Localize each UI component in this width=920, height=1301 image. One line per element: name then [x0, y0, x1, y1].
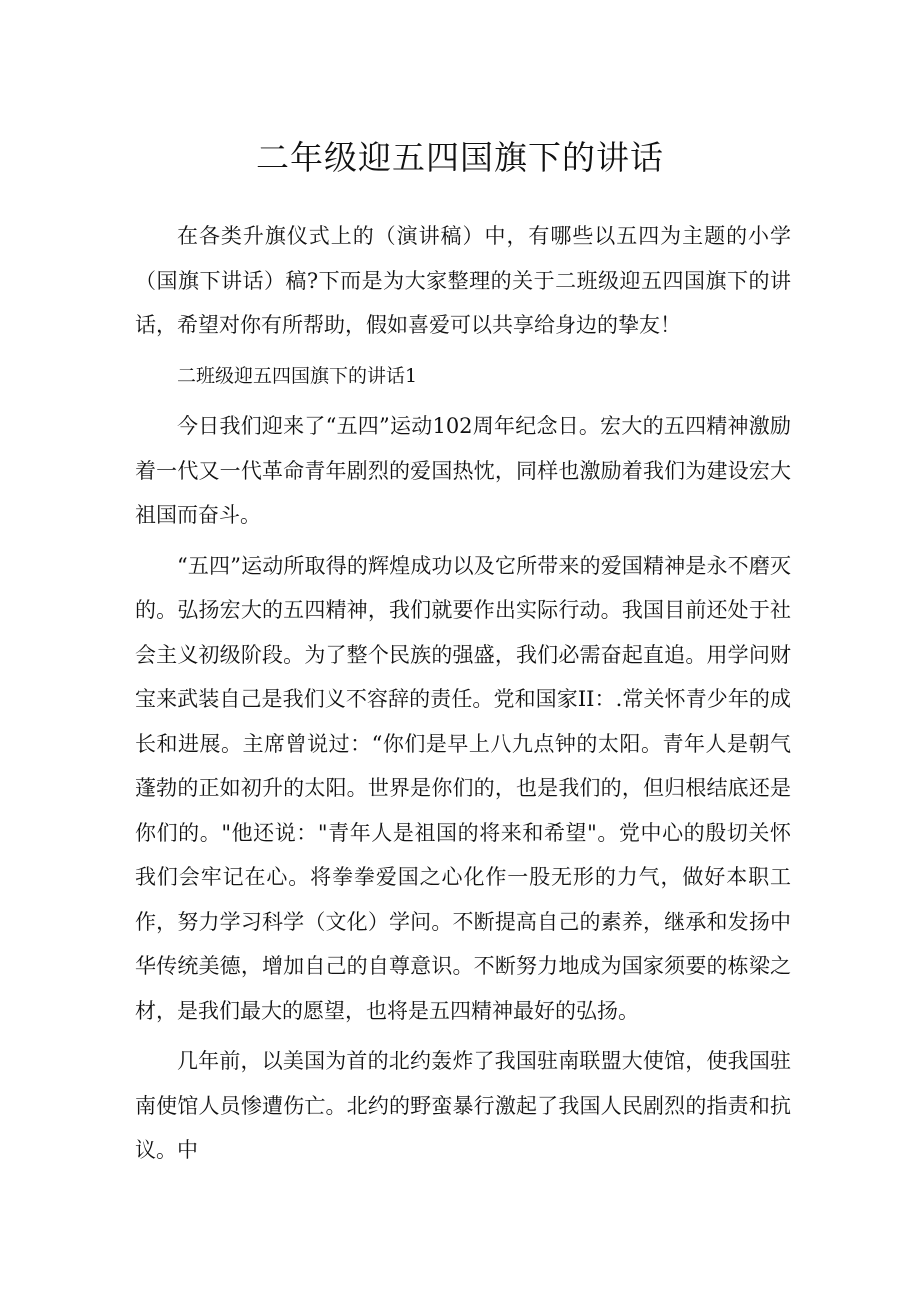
body-paragraph: 几年前，以美国为首的北约轰炸了我国驻南联盟大使馆，使我国驻南使馆人员惨遭伤亡。北约的野蛮暴行激起了我国人民剧烈的指责和抗议。中 [135, 1049, 791, 1162]
document-body [135, 214, 791, 1173]
body-paragraph: 今日我们迎来了“五四”运动102周年纪念日。宏大的五四精神激励着一代又一代革命青年剧烈的爱国热忱，同样也激励着我们为建设宏大祖国而奋斗。 [135, 414, 791, 527]
document-title: 二年级迎五四国旗下的讲话 [256, 138, 664, 177]
body-paragraph: “五四”运动所取得的辉煌成功以及它所带来的爱国精神是永不磨灭的。弘扬宏大的五四精神，我们就要作出实际行动。我国目前还处于社会主义初级阶段。为了整个民族的强盛，我们必需奋起直追。用学问财宝来武装自己是我们义不容辞的责任。党和国家II：.常关怀青少年的成长和进展。主席曾说过：“你们是早上八九点钟的太阳。青年人是朝气蓬勃的正如初升的太阳。世界是你们的，也是我们的，但归根结底还是你们的。"他还说："青年人是祖国的将来和希望"。党中心的殷切关怀我们会牢记在心。将拳拳爱国之心化作一股无形的力气，做好本职工作，努力学习科学（文化）学问。不断提高自己的素养，继承和发扬中华传统美德，增加自己的自尊意识。不断努力地成为国家须要的栋梁之材，是我们最大的愿望，也将是五四精神最好的弘扬。 [135, 553, 791, 1023]
section-heading: 二班级迎五四国旗下的讲话1 [177, 364, 418, 387]
intro-paragraph: 在各类升旗仪式上的（演讲稿）中，有哪些以五四为主题的小学（国旗下讲话）稿?下而是为大家整理的关于二班级迎五四国旗下的讲话，希望对你有所帮助，假如喜爱可以共享给身边的挚友！ [135, 224, 791, 337]
